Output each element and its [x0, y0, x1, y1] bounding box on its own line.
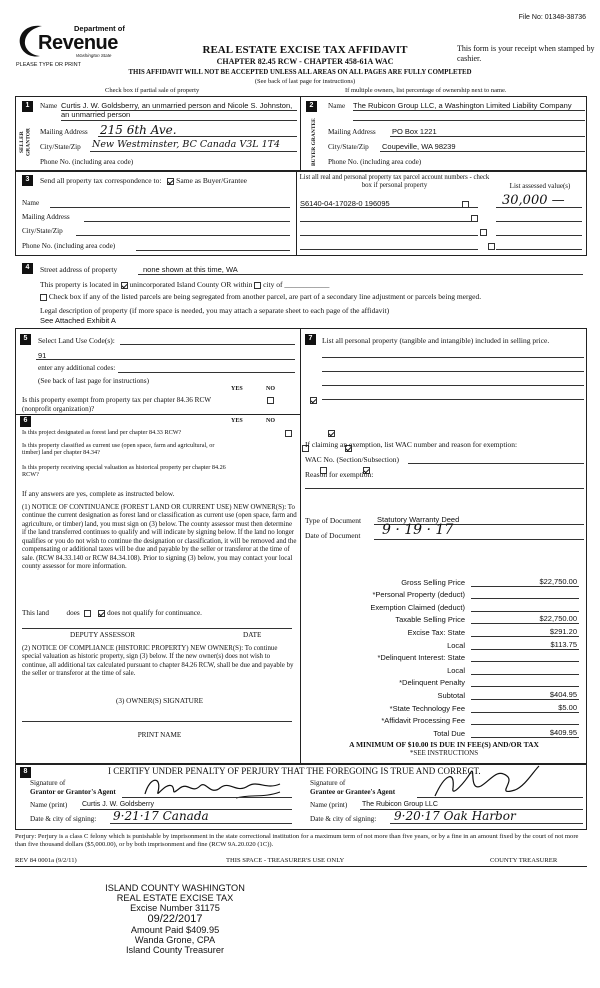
segregated-checkbox[interactable] — [40, 294, 47, 301]
fee-label: Excise Tax: State — [407, 627, 465, 637]
grantee-name: The Rubicon Group LLC — [362, 801, 438, 808]
section-8-number: 8 — [20, 767, 31, 778]
land-use-code: 91 — [38, 351, 47, 360]
parcel-number: S6140-04-17028-0 196095 — [300, 199, 390, 208]
assessed-header: List assessed value(s) — [509, 182, 571, 190]
if-yes-text: If any answers are yes, complete as instructed below. — [22, 490, 175, 498]
please-type: PLEASE TYPE OR PRINT — [16, 62, 82, 68]
fee-label: Exemption Claimed (deduct) — [370, 602, 465, 612]
file-number: File No: 01348-38736 — [518, 14, 586, 21]
seller-mailing-label: Mailing Address — [40, 128, 88, 136]
fee-row — [305, 599, 585, 612]
doc-type-label: Type of Document — [305, 516, 362, 525]
fee-label: Gross Selling Price — [401, 577, 465, 587]
logo-state: Washington State — [76, 53, 112, 58]
county-treasurer: COUNTY TREASURER — [490, 857, 558, 864]
same-as-buyer-checkbox[interactable] — [167, 178, 174, 185]
legal-value: See Attached Exhibit A — [40, 316, 116, 325]
fee-value: $22,750.00 — [471, 577, 579, 587]
s3-mailing-label: Mailing Address — [22, 213, 70, 221]
personal-property-label: List all personal property (tangible and intangible) included in selling price. — [322, 336, 550, 345]
continuance-line: This land does does not qualify for continuance. — [22, 609, 202, 617]
fee-label: Total Due — [433, 728, 465, 738]
grantee-date: 9·20·17 Oak Harbor — [394, 809, 516, 823]
forest-yes-checkbox[interactable] — [285, 430, 292, 437]
stamp-line: Amount Paid $409.95 — [130, 924, 220, 935]
logo-name: Revenue — [38, 32, 118, 54]
fee-value: $113.75 — [471, 640, 579, 650]
fee-label: *Personal Property (deduct) — [372, 590, 465, 600]
fee-row — [305, 662, 585, 675]
located-line: This property is located in unincorporated Island County OR within city of ____________ — [40, 280, 330, 289]
grantee-sig-label: Signature of Grantee or Grantee's Agent — [310, 779, 396, 796]
parcel-1-checkbox[interactable] — [462, 201, 469, 208]
owner-signature: (3) OWNER(S) SIGNATURE — [115, 697, 204, 705]
parcel-header: List all real and personal property tax parcel account numbers - check box if personal property — [299, 174, 490, 190]
fee-row — [305, 650, 585, 663]
notice-continuance: (1) NOTICE OF CONTINUANCE (FOREST LAND OR CURRENT USE) NEW OWNER(S): To continue the current designation as forest land or classification as current use (open space, farm and agriculture, or timber) land, you must sign on (3) below. The county assessor must then determine if the land transferred continues to qualify and will indicate by signing below. If the land no longer qualifies or you do not wish to continue the designation or classification, it will be removed and the compensating or additional taxes will be due and payable by the seller or transferor at the time of sale. (RCW 84.33.140 or RCW 84.34.108). Prior to signing (3) below, you may contact your local county assessor for more information. — [22, 504, 297, 570]
buyer-name: The Rubicon Group LLC, a Washington Limited Liability Company — [353, 101, 572, 110]
fee-label: *Delinquent Penalty — [399, 678, 465, 688]
buyer-phone-label: Phone No. (including area code) — [328, 158, 422, 166]
seller-mailing: 215 6th Ave. — [100, 123, 177, 137]
grantor-name-label: Name (print) — [30, 801, 68, 809]
exempt-yes-checkbox[interactable] — [267, 397, 274, 404]
fee-value — [471, 724, 579, 725]
seller-side-label: SELLER GRANTOR — [19, 128, 32, 157]
section-1-number: 1 — [22, 101, 33, 112]
fee-row — [305, 587, 585, 600]
s5-no: NO — [266, 386, 275, 392]
s5-yes: YES — [231, 386, 243, 392]
parcel-2-checkbox[interactable] — [471, 215, 478, 222]
fee-row — [305, 687, 585, 700]
buyer-mailing: PO Box 1221 — [392, 127, 437, 136]
segregated-line: Check box if any of the listed parcels are being segregated from another parcel, are part of a secondary line adjustment or parcels being merged. — [40, 292, 481, 301]
grantor-name: Curtis J. W. Goldsberry — [82, 801, 154, 808]
fee-value — [471, 598, 579, 599]
doc-type: Statutory Warranty Deed — [377, 515, 460, 524]
parcel-3-checkbox[interactable] — [480, 229, 487, 236]
receipt-note: This form is your receipt when stamped by cashier. — [457, 44, 595, 63]
historic-question: Is this property receiving special valuation as historical property per chapter 84.26 RCW? — [22, 464, 226, 479]
legal-label: Legal description of property (if more space is needed, you may attach a separate sheet to each page of the affidavit) — [40, 306, 390, 315]
city-of-checkbox[interactable] — [254, 282, 261, 289]
fee-row — [305, 675, 585, 688]
form-subtitle: CHAPTER 82.45 RCW - CHAPTER 458-61A WAC — [216, 57, 394, 66]
fee-label: Subtotal — [437, 690, 465, 700]
fee-row — [305, 612, 585, 625]
partial-sale: Check box if partial sale of property — [105, 87, 200, 94]
minimum-fee: A MINIMUM OF $10.00 IS DUE IN FEE(S) AND/OR TAX — [349, 740, 539, 749]
unincorporated-checkbox[interactable] — [121, 282, 128, 289]
stamp-line: Excise Number 31175 — [130, 902, 220, 913]
wac-label: WAC No. (Section/Subsection) — [305, 455, 399, 464]
multiple-owners: If multiple owners, list percentage of ownership next to name. — [345, 87, 507, 94]
buyer-name-label: Name — [328, 102, 346, 110]
treasurer-use: THIS SPACE - TREASURER'S USE ONLY — [226, 857, 345, 864]
grantor-date: 9·21·17 Canada — [113, 809, 209, 823]
deputy-date: DATE — [243, 631, 262, 639]
logo-dept: Department of — [74, 24, 125, 33]
treasurer-stamp — [95, 884, 255, 956]
exemption-label: If claiming an exemption, list WAC number and reason for exemption: — [305, 440, 518, 449]
buyer-city-label: City/State/Zip — [328, 143, 369, 151]
fee-row — [305, 713, 585, 726]
stamp-date: 09/22/2017 — [147, 912, 203, 925]
notice-compliance: (2) NOTICE OF COMPLIANCE (HISTORIC PROPERTY) NEW OWNER(S): To continue special valuation as historic property, sign (3) below. If the new owner(s) does not wish to continue, all additional tax calculated pursuant to chapter 84.26 RCW, shall be due and payable by the seller or transferor at the time of sale. — [22, 645, 294, 678]
stamp-line: REAL ESTATE EXCISE TAX — [116, 892, 234, 903]
dor-logo — [16, 22, 126, 62]
assessed-value: 30,000 — — [502, 193, 565, 208]
seller-name: Curtis J. W. Goldsberry, an unmarried person and Nicole S. Johnston, an unmarried person — [61, 101, 293, 120]
exempt-no-checkbox[interactable] — [310, 397, 317, 404]
buyer-city: Coupeville, WA 98239 — [382, 142, 456, 151]
buyer-mailing-label: Mailing Address — [328, 128, 376, 136]
seller-phone-label: Phone No. (including area code) — [40, 158, 134, 166]
section-7-number: 7 — [305, 334, 316, 345]
deputy-assessor: DEPUTY ASSESSOR — [70, 631, 136, 639]
fee-row — [305, 700, 585, 713]
buyer-side-label: BUYER GRANTEE — [311, 118, 317, 166]
parcel-4-checkbox[interactable] — [488, 243, 495, 250]
s3-phone-label: Phone No. (including area code) — [22, 242, 116, 250]
fee-row — [305, 637, 585, 650]
fee-value — [471, 661, 579, 662]
fee-value: $291.20 — [471, 627, 579, 637]
land-use-label: Select Land Use Code(s): — [38, 336, 115, 345]
send-correspondence: Send all property tax correspondence to: Same as Buyer/Grantee — [40, 176, 247, 185]
street-value: none shown at this time, WA — [143, 265, 238, 274]
fee-label: Local — [447, 665, 465, 675]
fee-label: Taxable Selling Price — [395, 615, 465, 625]
section-4-number: 4 — [22, 263, 33, 274]
doc-date: 9 · 19 · 17 — [382, 522, 454, 538]
fee-value: $22,750.00 — [471, 614, 579, 624]
forest-question: Is this project designated as forest land per chapter 84.33 RCW? — [22, 429, 182, 436]
grantor-date-label: Date & city of signing: — [30, 815, 97, 823]
fee-table — [305, 574, 585, 738]
fee-value: $404.95 — [471, 690, 579, 700]
rev-number: REV 84 0001a (9/2/11) — [15, 857, 77, 864]
stamp-line: Island County Treasurer — [125, 944, 225, 955]
see-back-note: (See back of last page for instructions) — [254, 78, 356, 85]
section-6-number: 6 — [20, 416, 31, 427]
grantee-signature-icon — [425, 762, 545, 802]
section-2-number: 2 — [306, 101, 317, 112]
exempt-question: Is this property exempt from property tax per chapter 84.36 RCW (nonprofit organization)? — [22, 396, 211, 413]
fee-label: Local — [447, 640, 465, 650]
fee-value: $5.00 — [471, 703, 579, 713]
fee-value — [471, 686, 579, 687]
fee-row — [305, 725, 585, 738]
certify-text: I CERTIFY UNDER PENALTY OF PERJURY THAT THE FOREGOING IS TRUE AND CORRECT. — [108, 766, 481, 776]
stamp-line: ISLAND COUNTY WASHINGTON — [105, 883, 245, 893]
fee-label: *State Technology Fee — [389, 703, 465, 713]
see-instructions: *SEE INSTRUCTIONS — [409, 749, 479, 757]
grantor-sig-label: Signature of Grantor or Grantor's Agent — [30, 779, 116, 796]
fee-value: $409.95 — [471, 728, 579, 738]
perjury-text: Perjury: Perjury is a class C felony which is punishable by imprisonment in the state correctional institution for a maximum term of not more than five years, or by a fine in an amount fixed by the court of not more than five thousand dollars ($5,000.00), or by both imprisonment and fine (RCW 9A.20.020 (1C)). — [15, 833, 579, 849]
print-name: PRINT NAME — [137, 731, 182, 739]
street-label: Street address of property — [40, 265, 118, 274]
s3-name-label: Name — [22, 199, 40, 207]
seller-city-label: City/State/Zip — [40, 143, 81, 151]
fee-label: *Affidavit Processing Fee — [381, 716, 465, 726]
does-not-checkbox[interactable] — [98, 610, 105, 617]
reason-label: Reason for exemption: — [305, 470, 374, 479]
fee-value — [471, 674, 579, 675]
grantee-date-label: Date & city of signing: — [310, 815, 377, 823]
grantee-name-label: Name (print) — [310, 801, 348, 809]
fee-row — [305, 624, 585, 637]
fee-label: *Delinquent Interest: State — [377, 653, 465, 663]
stamp-line: Wanda Grone, CPA — [134, 934, 216, 945]
fee-value — [471, 611, 579, 612]
fee-row — [305, 574, 585, 587]
current-use-question: Is this property classified as current use (open space, farm and agricultural, or timber) land per chapter 84.34? — [22, 442, 215, 457]
section-5-number: 5 — [20, 334, 31, 345]
s5-see-back: (See back of last page for instructions) — [38, 377, 149, 385]
additional-codes: enter any additional codes: — [38, 364, 116, 372]
warning-text: THIS AFFIDAVIT WILL NOT BE ACCEPTED UNLESS ALL AREAS ON ALL PAGES ARE FULLY COMPLETED — [128, 69, 472, 76]
s6-no: NO — [266, 418, 275, 424]
seller-name-label: Name — [40, 102, 58, 110]
doc-date-label: Date of Document — [305, 531, 361, 540]
form-title: REAL ESTATE EXCISE TAX AFFIDAVIT — [202, 44, 408, 56]
forest-no-checkbox[interactable] — [328, 430, 335, 437]
s3-city-label: City/State/Zip — [22, 227, 63, 235]
section-3-number: 3 — [22, 175, 33, 186]
s6-yes: YES — [231, 418, 243, 424]
seller-city: New Westminster, BC Canada V3L 1T4 — [92, 139, 280, 150]
does-checkbox[interactable] — [84, 610, 91, 617]
